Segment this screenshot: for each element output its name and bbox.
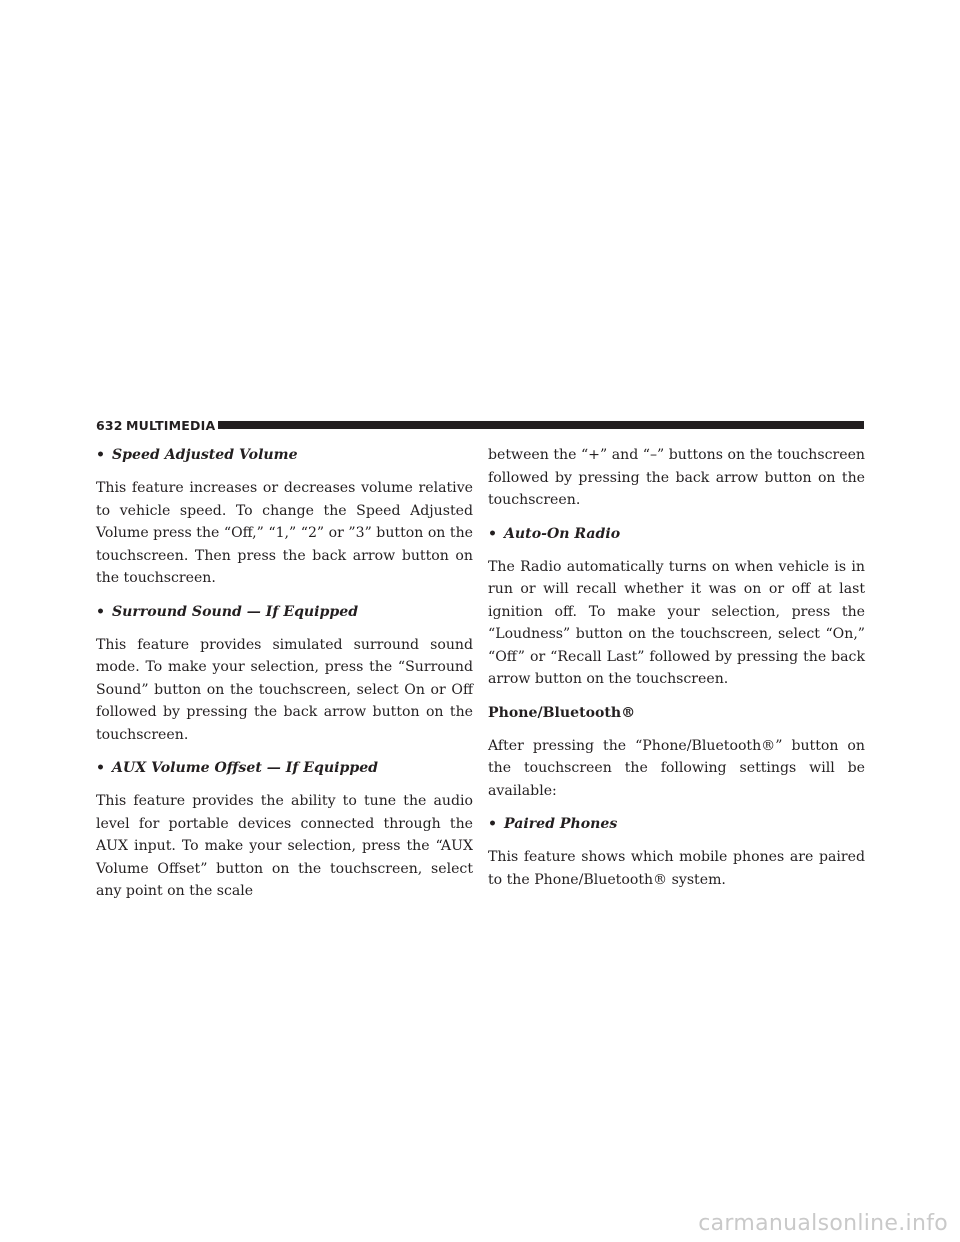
bullet-icon: • xyxy=(96,603,106,620)
bullet-icon: • xyxy=(96,447,106,463)
bullet-icon: • xyxy=(488,816,498,832)
right-column xyxy=(488,444,865,902)
bullet-surround-sound xyxy=(96,601,473,624)
paragraph-aux-volume-offset: This feature provides the ability to tune the audio level for portable devices connected through the AUX input. To make your selection, press the “AUX Volume Offset” button on the touchscreen, select any point on the scale xyxy=(96,793,473,899)
bullet-aux-volume-offset xyxy=(96,757,473,780)
header-rule xyxy=(218,421,864,429)
page-header xyxy=(96,417,864,435)
paragraph-surround-sound: This feature provides simulated surround sound mode. To make your selection, press the “Surround Sound” button on the touchscreen, select On or Off followed by pressing the back arrow button on the touchscreen. xyxy=(96,636,473,743)
subheading-phone-bluetooth: Phone/Bluetooth® xyxy=(488,704,636,721)
page-number: 632 xyxy=(96,418,123,433)
bullet-label: Auto-On Radio xyxy=(504,525,621,542)
bullet-icon: • xyxy=(488,525,498,542)
paragraph-aux-volume-offset-continued: between the “+” and “–” buttons on the touchscreen followed by pressing the back arrow button on the touchscreen. xyxy=(488,447,865,508)
paragraph-speed-adjusted-volume: This feature increases or decreases volume relative to vehicle speed. To change the Speed Adjusted Volume press the “Off,” “1,” “2” or ”3” button on the touchscreen. Then press the back arrow button on the touchscreen. xyxy=(96,480,473,586)
bullet-speed-adjusted-volume xyxy=(96,444,473,467)
bullet-auto-on-radio xyxy=(488,523,865,546)
paragraph-phone-bluetooth: After pressing the “Phone/Bluetooth®” button on the touchscreen the following settings will be available: xyxy=(488,737,865,799)
bullet-label: AUX Volume Offset — If Equipped xyxy=(112,760,379,776)
bullet-label: Surround Sound — If Equipped xyxy=(112,603,359,620)
bullet-label: Paired Phones xyxy=(504,816,618,832)
watermark: carmanualsonline.info xyxy=(698,1211,948,1236)
bullet-label: Speed Adjusted Volume xyxy=(112,447,298,463)
section-title: MULTIMEDIA xyxy=(126,418,216,433)
left-column xyxy=(96,444,473,914)
paragraph-paired-phones: This feature shows which mobile phones are paired to the Phone/Bluetooth® system. xyxy=(488,849,865,888)
bullet-paired-phones xyxy=(488,813,865,836)
paragraph-auto-on-radio: The Radio automatically turns on when vehicle is in run or will recall whether it was on or off at last ignition off. To make your selection, press the “Loudness” button on the touchscreen, select “On,” “Off” or “Recall Last” followed by pressing the back arrow button on the touchscreen. xyxy=(488,558,865,687)
bullet-icon: • xyxy=(96,760,106,776)
